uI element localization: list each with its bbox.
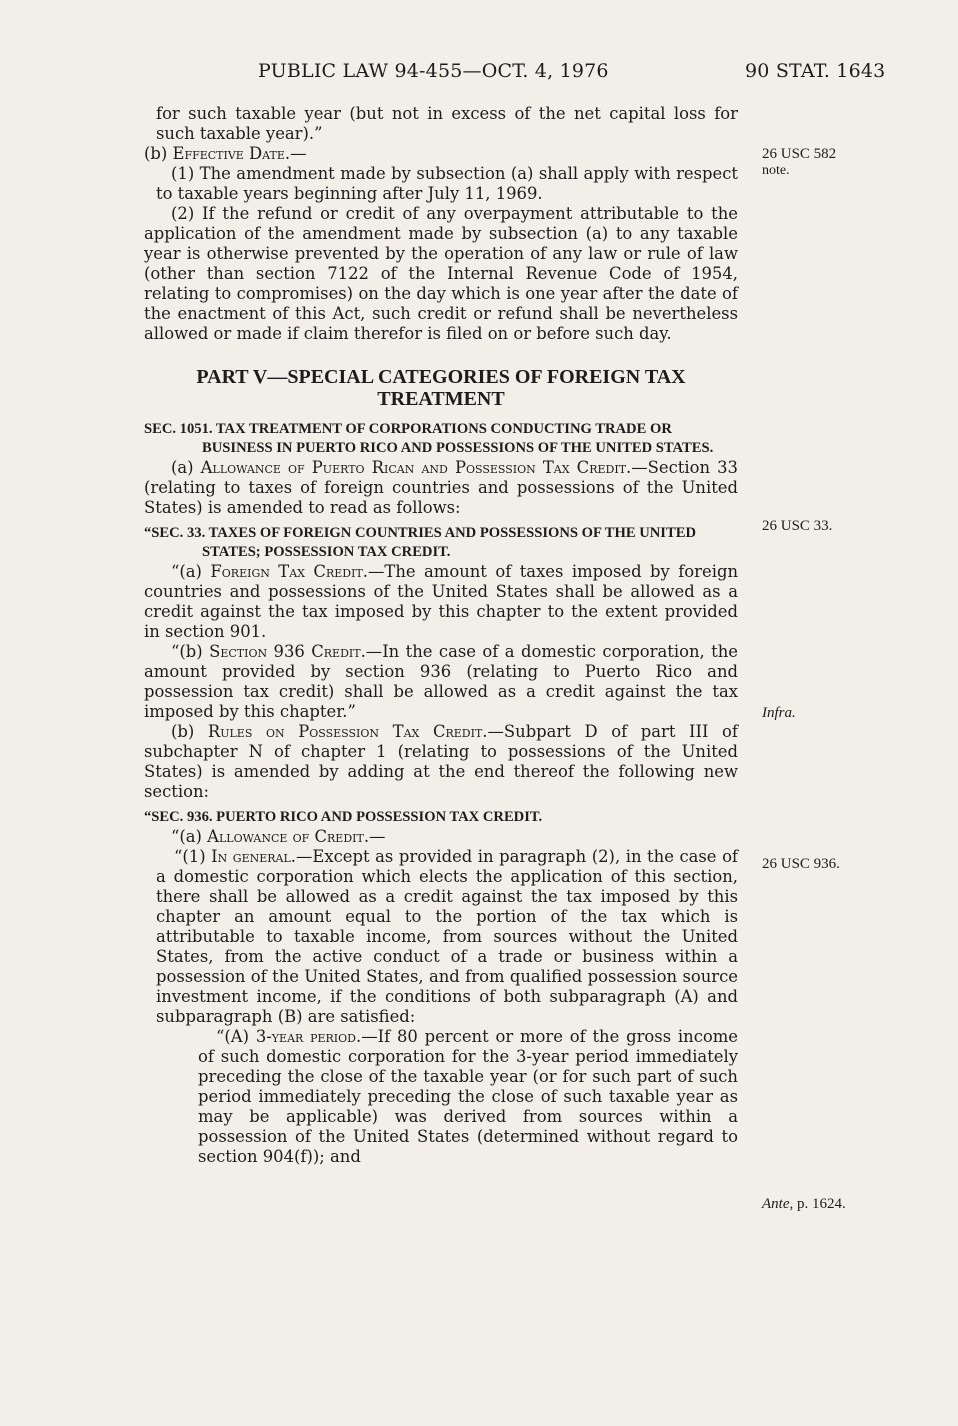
section-33-a-foreign-tax-credit: “(a) Foreign Tax Credit.—The amount of taxes imposed by foreign countries and possessions of the United States shall be allowed as a credit against the tax imposed by this chapter to the extent provided in section 901.	[144, 562, 738, 641]
section-936-heading: “SEC. 936. PUERTO RICO AND POSSESSION TAX CREDIT.	[144, 809, 543, 825]
statute-page-number: 90 STAT. 1643	[745, 60, 886, 82]
margin-note-infra: Infra.	[762, 705, 796, 721]
section-33-b-section-936-credit: “(b) Section 936 Credit.—In the case of a domestic corporation, the amount provided by section 936 (relating to Puerto Rico and possession tax credit) shall be allowed as a credit against the tax imposed by this chapter.”	[144, 642, 738, 721]
paragraph-1-in-general: “(1) In general.—Except as provided in paragraph (2), in the case of a domestic corporation which elects the application of this section, there shall be allowed as a credit against the tax imposed by this chapter an amount equal to the portion of the tax which is attributable to taxable income, from sources without the United States, from the active conduct of a trade or business within a possession of the United States, and from qualified possession source investment income, if the conditions of both subparagraph (A) and subparagraph (B) are satisfied:	[156, 847, 738, 1026]
margin-note-ante: Ante, p. 1624.	[762, 1196, 846, 1212]
subsection-b-rules-possession: (b) Rules on Possession Tax Credit.—Subpart D of part III of subchapter N of chapter 1 (relating to possessions of the United States) is amended by adding at the end thereof the following new section:	[144, 722, 738, 801]
section-936-a-allowance: “(a) Allowance of Credit.—	[171, 827, 386, 846]
subsection-a-allowance: (a) Allowance of Puerto Rican and Possession Tax Credit.—Section 33 (relating to taxes of foreign countries and possessions of the United States) is amended to read as follows:	[144, 458, 738, 517]
main-text-column	[144, 104, 738, 1167]
paragraph-continuation: for such taxable year (but not in excess of the net capital loss for such taxable year).”	[156, 104, 738, 143]
section-1051-heading: SEC. 1051. TAX TREATMENT OF CORPORATIONS CONDUCTING TRADE OR BUSINESS IN PUERTO RICO AND POSSESSIONS OF THE UNITED STATES.	[144, 421, 714, 456]
paragraph-2-refund: (2) If the refund or credit of any overpayment attributable to the application of the amendment made by subsection (a) to any taxable year is otherwise prevented by the operation of any law or rule of law (other than section 7122 of the Internal Revenue Code of 1954, relating to compromises) on the day which is one year after the date of the enactment of this Act, such credit or refund shall be nevertheless allowed or made if claim therefor is filed on or before such day.	[144, 204, 738, 343]
running-header-title: PUBLIC LAW 94-455—OCT. 4, 1976	[258, 60, 609, 82]
part-heading: PART V—SPECIAL CATEGORIES OF FOREIGN TAX TREATMENT	[196, 366, 686, 410]
paragraph-1-effective: (1) The amendment made by subsection (a) shall apply with respect to taxable years beginning after July 11, 1969.	[156, 164, 738, 203]
subparagraph-a-3-year-period: “(A) 3-year period.—If 80 percent or more of the gross income of such domestic corporation for the 3-year period immediately preceding the close of the taxable year (or for such part of such period immediately preceding the close of such taxable year as may be applicable) was derived from sources within a possession of the United States (determined without regard to section 904(f)); and	[198, 1027, 738, 1166]
margin-note-26-usc-582: 26 USC 582 note.	[762, 146, 837, 178]
margin-note-26-usc-33: 26 USC 33.	[762, 518, 833, 534]
section-33-heading: “SEC. 33. TAXES OF FOREIGN COUNTRIES AND POSSESSIONS OF THE UNITED STATES; POSSESSION TAX CREDIT.	[144, 525, 696, 560]
margin-note-26-usc-936: 26 USC 936.	[762, 856, 840, 872]
subsection-b-effective-date: (b) Effective Date.—	[144, 144, 307, 163]
